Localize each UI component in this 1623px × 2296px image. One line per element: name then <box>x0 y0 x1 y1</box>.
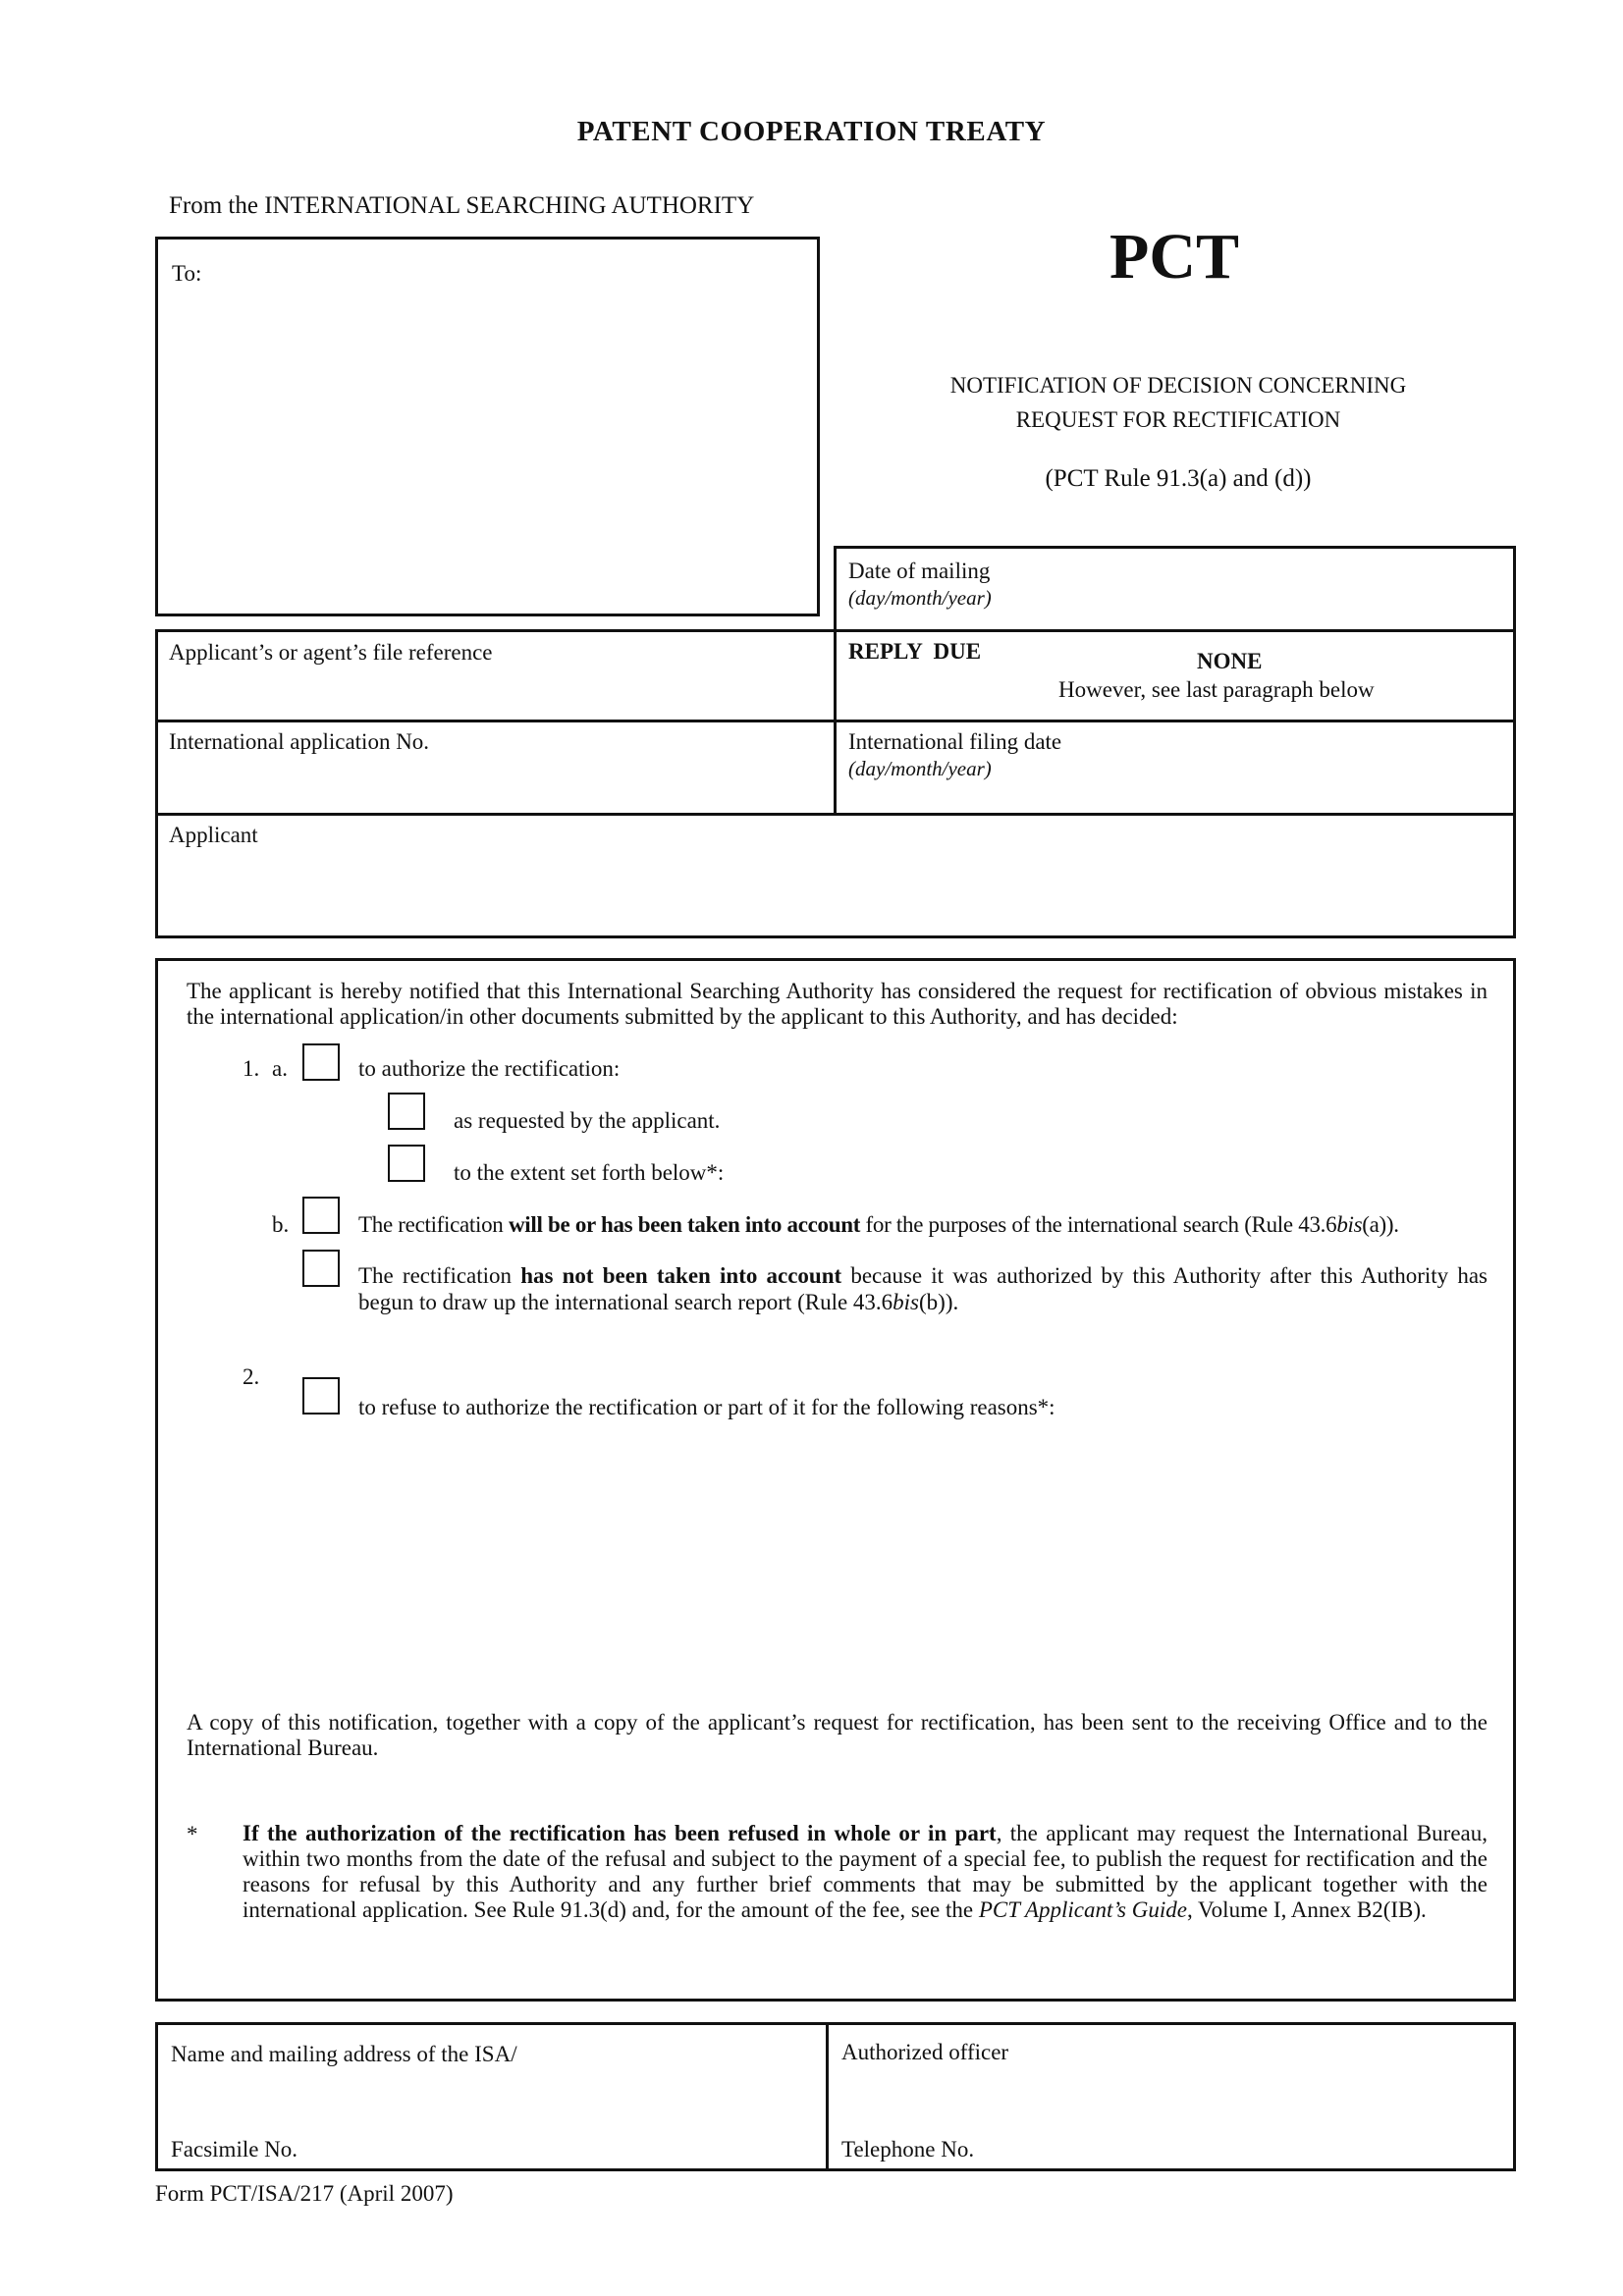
item1b-not-taken-end: (b)). <box>919 1290 959 1314</box>
footnote-guide: PCT Applicant’s Guide <box>978 1897 1187 1922</box>
file-reference-label: Applicant’s or agent’s file reference <box>169 640 493 665</box>
item1b-not-taken-post: because it was authorized by this Authority after this Authority has begun to draw up the international search report (Rule 43.6 <box>358 1263 1488 1314</box>
notification-title <box>854 368 1502 437</box>
application-no-label: International application No. <box>169 729 430 754</box>
item1b-taken-pre: The rectification <box>358 1212 509 1237</box>
item1a-text: to authorize the rectification: <box>358 1056 621 1081</box>
item1b-not-taken-pre: The rectification <box>358 1263 521 1288</box>
item1b-taken-ital: bis <box>1336 1212 1363 1237</box>
filing-date-format-label: (day/month/year) <box>848 757 992 780</box>
divider <box>155 813 1516 816</box>
authorized-officer-label: Authorized officer <box>841 2040 1009 2064</box>
form-title: PATENT COOPERATION TREATY <box>576 116 1047 147</box>
notification-line2: REQUEST FOR RECTIFICATION <box>1015 407 1341 432</box>
item1b-letter: b. <box>272 1212 290 1237</box>
decision-box <box>155 958 1516 2002</box>
refusal-footnote <box>243 1821 1488 1923</box>
to-label: To: <box>172 261 202 286</box>
divider <box>826 2025 829 2168</box>
item1b-not-taken-bold: has not been taken into account <box>520 1263 842 1288</box>
item1a-extent-checkbox[interactable] <box>388 1145 425 1182</box>
item2-text: to refuse to authorize the rectification or part of it for the following reasons*: <box>358 1395 1055 1419</box>
rule-reference: (PCT Rule 91.3(a) and (d)) <box>1045 465 1312 492</box>
item1a-letter: a. <box>272 1056 288 1081</box>
authority-footer <box>155 2022 1516 2171</box>
footnote-text: , the applicant may request the International Bureau, within two months from the date of the refusal and subject to the payment of a special fee, to publish the request for rectification and the reasons for refusal by this Authority and any further brief comments that may be submitted by the applicant together with the international application. See Rule 91.3(d) and, for the amount of the fee, see the <box>243 1821 1488 1922</box>
item1b-taken-end: (a)). <box>1362 1212 1399 1237</box>
reply-due-label: REPLY DUE <box>848 639 982 664</box>
facsimile-label: Facsimile No. <box>171 2137 298 2162</box>
footnote-asterisk: * <box>187 1822 198 1846</box>
date-of-mailing-label: Date of mailing <box>848 559 991 583</box>
date-format-label: (day/month/year) <box>848 586 992 610</box>
footnote-bold: If the authorization of the rectification has been refused in whole or in part <box>243 1821 997 1845</box>
item1a-requested-checkbox[interactable] <box>388 1093 425 1130</box>
filing-date-label: International filing date <box>848 729 1062 754</box>
telephone-label: Telephone No. <box>841 2137 975 2162</box>
pct-mark: PCT <box>1109 221 1239 293</box>
form-number: Form PCT/ISA/217 (April 2007) <box>155 2181 454 2206</box>
divider <box>1513 546 1516 938</box>
item1b-taken-checkbox[interactable] <box>302 1197 340 1234</box>
copy-note: A copy of this notification, together with a copy of the applicant’s request for rectification, has been sent to the receiving Office and to the International Bureau. <box>187 1710 1488 1760</box>
reply-due-note: However, see last paragraph below <box>1058 677 1375 702</box>
item1b-taken-bold: will be or has been taken into account <box>508 1212 861 1237</box>
item1b-not-taken-checkbox[interactable] <box>302 1250 340 1287</box>
item1b-not-taken-text <box>358 1262 1488 1315</box>
divider <box>834 546 837 629</box>
item2-refuse-checkbox[interactable] <box>302 1377 340 1415</box>
divider <box>155 720 1516 722</box>
item1b-taken-text <box>358 1211 1488 1238</box>
notification-line1: NOTIFICATION OF DECISION CONCERNING <box>949 373 1407 398</box>
divider <box>155 629 158 938</box>
item1a-requested-text: as requested by the applicant. <box>454 1108 721 1133</box>
divider <box>155 935 1516 938</box>
from-authority: From the INTERNATIONAL SEARCHING AUTHORITY <box>169 192 755 219</box>
footnote-end: , Volume I, Annex B2(IB). <box>1186 1897 1427 1922</box>
item1a-checkbox[interactable] <box>302 1043 340 1081</box>
intro-paragraph: The applicant is hereby notified that this International Searching Authority has considered the request for rectification of obvious mistakes in the international application/in other documents submitted by the applicant to this Authority, and has decided: <box>187 979 1488 1029</box>
applicant-label: Applicant <box>169 823 258 847</box>
item1b-taken-post: for the purposes of the international search (Rule 43.6 <box>860 1212 1337 1237</box>
item1-number: 1. <box>243 1056 260 1081</box>
item1a-extent-text: to the extent set forth below*: <box>454 1160 725 1185</box>
divider <box>834 546 1516 549</box>
addressee-box[interactable] <box>155 237 820 616</box>
reply-due-value: NONE <box>1197 649 1263 673</box>
item1b-not-taken-ital: bis <box>893 1290 920 1314</box>
item2-number: 2. <box>243 1364 260 1389</box>
isa-address-label: Name and mailing address of the ISA/ <box>171 2042 517 2066</box>
